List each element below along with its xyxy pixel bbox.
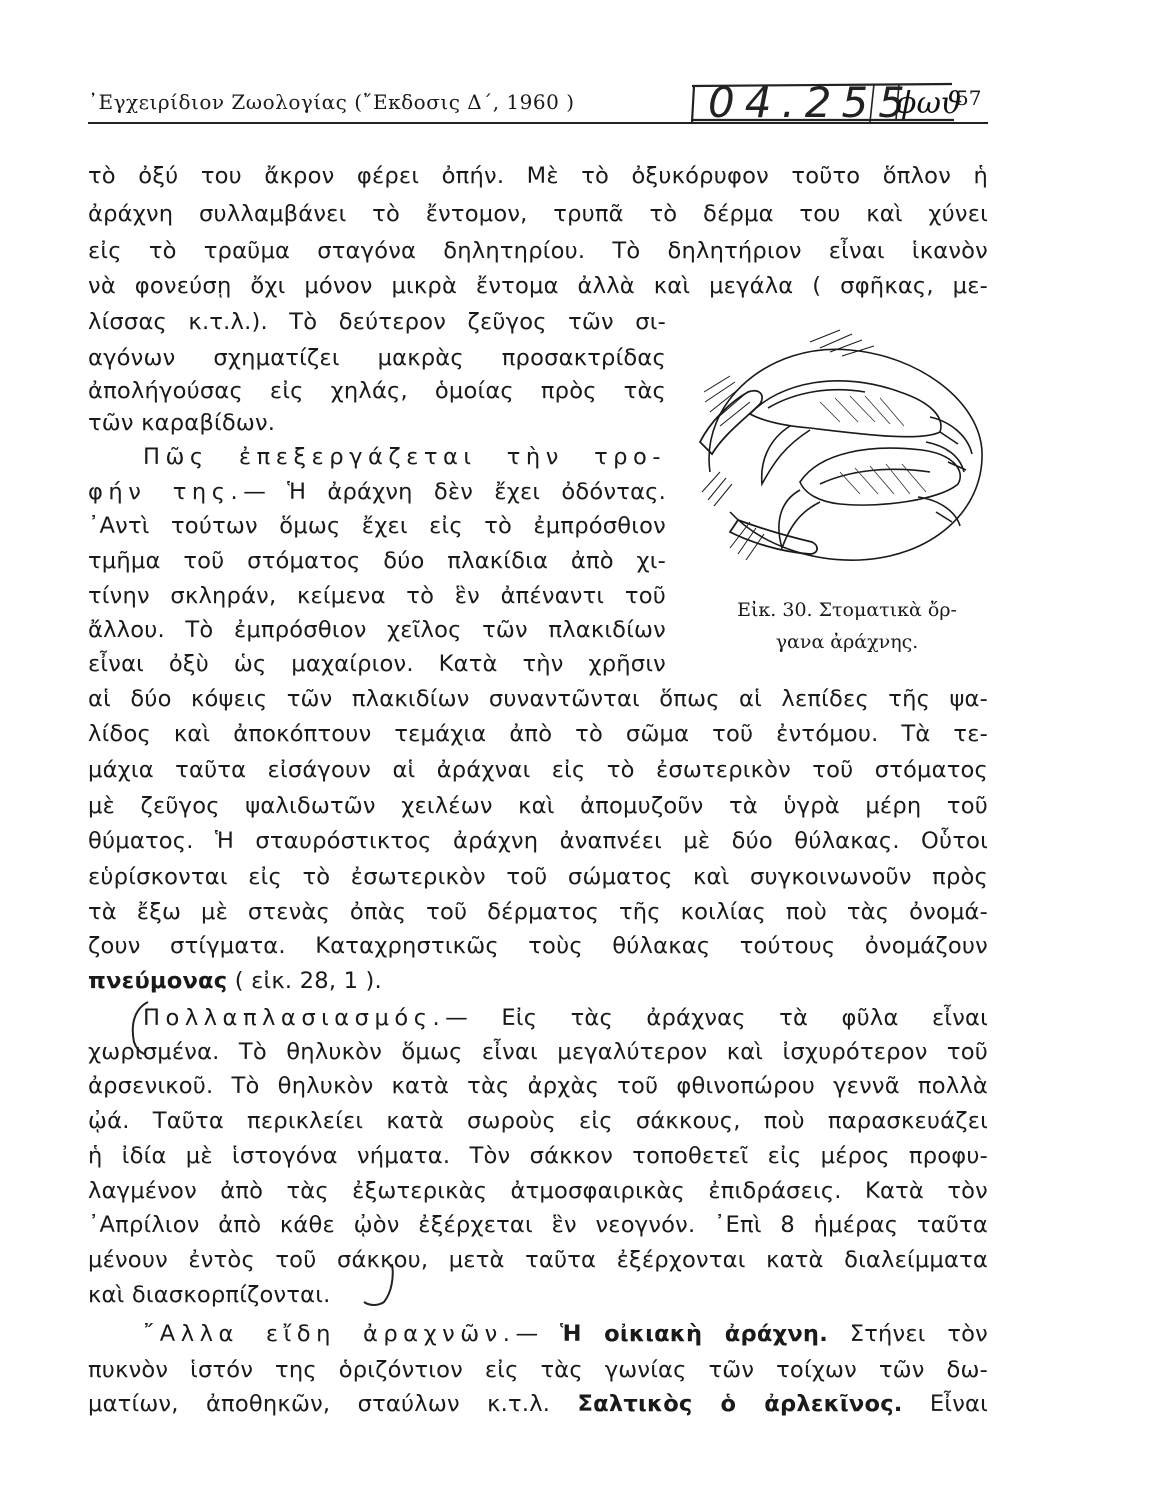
text-line: τῶν καραβίδων. bbox=[88, 410, 276, 436]
text-line: ζουν στίγματα. Καταχρηστικῶς τοὺς θύλακας τούτους ὀνομάζουν bbox=[88, 933, 988, 959]
text-line bbox=[88, 1393, 988, 1416]
section-heading-food-cont: φήν της. bbox=[88, 479, 244, 505]
text-line: τίνην σκληράν, κείμενα τὸ ἓν ἀπέναντι τοῦ bbox=[88, 583, 666, 609]
mouthparts-illustration bbox=[690, 322, 995, 572]
text-line: καὶ διασκορπίζονται. bbox=[88, 1282, 331, 1308]
text-fragment: ματίων, ἀποθηκῶν, σταύλων κ.τ.λ. bbox=[88, 1391, 578, 1417]
text-fragment: Στήνει τὸν bbox=[828, 1321, 988, 1347]
text-line: τμῆμα τοῦ στόματος δύο πλακίδια ἀπὸ χι- bbox=[88, 548, 666, 574]
text-line: μάχια ταῦτα εἰσάγουν αἱ ἀράχναι εἰς τὸ ἐσωτερικὸν τοῦ στόματος bbox=[88, 757, 988, 783]
running-title: ᾿Εγχειρίδιον Ζωολογίας (῎Εκδοσις Δ΄, 1960 ) bbox=[88, 90, 575, 114]
text-line: εἰς τὸ τραῦμα σταγόνα δηλητηρίου. Τὸ δηλητήριον εἶναι ἱκανὸν bbox=[88, 238, 988, 264]
text-line: ἄλλου. Τὸ ἐμπρόσθιον χεῖλος τῶν πλακιδίων bbox=[88, 617, 666, 643]
text-line bbox=[143, 1323, 988, 1346]
figure-reference: ( εἰκ. 28, 1 ). bbox=[227, 968, 382, 994]
text-line: χωρισμένα. Τὸ θηλυκὸν ὅμως εἶναι μεγαλύτερον καὶ ἰσχυρότερον τοῦ bbox=[88, 1039, 988, 1065]
text-line: θύματος. Ἡ σταυρόστικτος ἀράχνη ἀναπνέει μὲ δύο θύλακας. Οὗτοι bbox=[88, 828, 988, 854]
page-number: 57 bbox=[956, 86, 982, 110]
text-line: λαγμένον ἀπὸ τὰς ἐξωτερικὰς ἀτμοσφαιρικὰς ἐπιδράσεις. Κατὰ τὸν bbox=[88, 1178, 988, 1204]
text-line: ᾿Απρίλιον ἀπὸ κάθε ᾠὸν ἐξέρχεται ἓν νεογνόν. ᾿Επὶ 8 ἡμέρας ταῦτα bbox=[88, 1212, 988, 1238]
term-lungs: πνεύμονας bbox=[88, 968, 228, 994]
text-line bbox=[88, 481, 666, 504]
text-line: ᾿Αντὶ τούτων ὅμως ἔχει εἰς τὸ ἐμπρόσθιον bbox=[88, 513, 666, 539]
header-rule bbox=[88, 122, 988, 124]
text-line: μὲ ζεῦγος ψαλιδωτῶν χειλέων καὶ ἀπομυζοῦν τὰ ὑγρὰ μέρη τοῦ bbox=[88, 793, 988, 819]
page-header bbox=[88, 78, 988, 127]
caption-line: γανα ἀράχνης. bbox=[775, 631, 919, 653]
text-line: λίδος καὶ ἀποκόπτουν τεμάχια ἀπὸ τὸ σῶμα τοῦ ἐντόμου. Τὰ τε- bbox=[88, 721, 988, 747]
text-line: ἡ ἰδία μὲ ἱστογόνα νήματα. Τὸν σάκκον τοποθετεῖ εἰς μέρος προφυ- bbox=[88, 1143, 988, 1169]
text-line bbox=[143, 1007, 988, 1030]
text-line: εὑρίσκονται εἰς τὸ ἐσωτερικὸν τοῦ σώματος καὶ συγκοινωνοῦν πρὸς bbox=[88, 864, 988, 890]
text-line: αἱ δύο κόψεις τῶν πλακιδίων συναντῶνται ὅπως αἱ λεπίδες τῆς ψα- bbox=[88, 686, 988, 712]
text-line: ἀπολήγούσας εἰς χηλάς, ὁμοίας πρὸς τὰς bbox=[88, 378, 666, 404]
text-line: ᾠά. Ταῦτα περικλείει κατὰ σωροὺς εἰς σάκκους, ποὺ παρασκευάζει bbox=[88, 1108, 988, 1134]
text-line: τὰ ἔξω μὲ στενὰς ὀπὰς τοῦ δέρματος τῆς κοιλίας ποὺ τὰς ὀνομά- bbox=[88, 899, 988, 925]
text-line: ἀράχνη συλλαμβάνει τὸ ἔντομον, τρυπᾶ τὸ δέρμα του καὶ χύνει bbox=[88, 201, 988, 227]
section-food-intro: — Ἡ ἀράχνη δὲν ἔχει ὀδόντας. bbox=[243, 479, 666, 505]
text-line: αγόνων σχηματίζει μακρὰς προσακτρίδας bbox=[88, 345, 666, 371]
text-line: λίσσας κ.τ.λ.). Τὸ δεύτερον ζεῦγος τῶν σι- bbox=[88, 309, 666, 335]
term-house-spider: Ἡ οἰκιακὴ ἀράχνη. bbox=[560, 1321, 829, 1347]
stamp-number: 04.255 bbox=[708, 78, 915, 127]
section-heading-food: Πῶς ἐπεξεργάζεται τὴν τρο- bbox=[143, 444, 666, 470]
handwritten-note: ϕωϑ bbox=[896, 86, 963, 121]
text-line bbox=[88, 970, 382, 993]
text-line: τὸ ὀξύ του ἄκρον φέρει ὀπήν. Μὲ τὸ ὀξυκόρυφον τοῦτο ὅπλον ἡ bbox=[88, 163, 988, 189]
section-heading-repro: Πολλαπλασιασμός. bbox=[143, 1005, 446, 1031]
text-line: νὰ φονεύσῃ ὄχι μόνον μικρὰ ἔντομα ἀλλὰ καὶ μεγάλα ( σφῆκας, με- bbox=[88, 273, 988, 299]
text-line: εἶναι ὀξὺ ὡς μαχαίριον. Κατὰ τὴν χρῆσιν bbox=[88, 651, 666, 677]
term-salticus: Σαλτικὸς ὁ ἀρλεκῖνος. bbox=[577, 1391, 903, 1417]
section-repro-intro: — Εἰς τὰς ἀράχνας τὰ φῦλα εἶναι bbox=[445, 1005, 988, 1031]
text-fragment: Εἶναι bbox=[902, 1391, 989, 1417]
figure-caption bbox=[702, 594, 992, 658]
dash: — bbox=[515, 1321, 560, 1347]
caption-line: Εἰκ. 30. Στοματικὰ ὄρ- bbox=[737, 599, 957, 621]
text-line: πυκνὸν ἱστόν της ὁριζόντιον εἰς τὰς γωνίας τῶν τοίχων τῶν δω- bbox=[88, 1357, 988, 1383]
text-line: ἀρσενικοῦ. Τὸ θηλυκὸν κατὰ τὰς ἀρχὰς τοῦ φθινοπώρου γεννᾶ πολλὰ bbox=[88, 1073, 988, 1099]
section-heading-other: ῎Αλλα εἴδη ἀραχνῶν. bbox=[143, 1321, 516, 1347]
text-line: μένουν ἐντὸς τοῦ σάκκου, μετὰ ταῦτα ἐξέρχονται κατὰ διαλείμματα bbox=[88, 1247, 988, 1273]
